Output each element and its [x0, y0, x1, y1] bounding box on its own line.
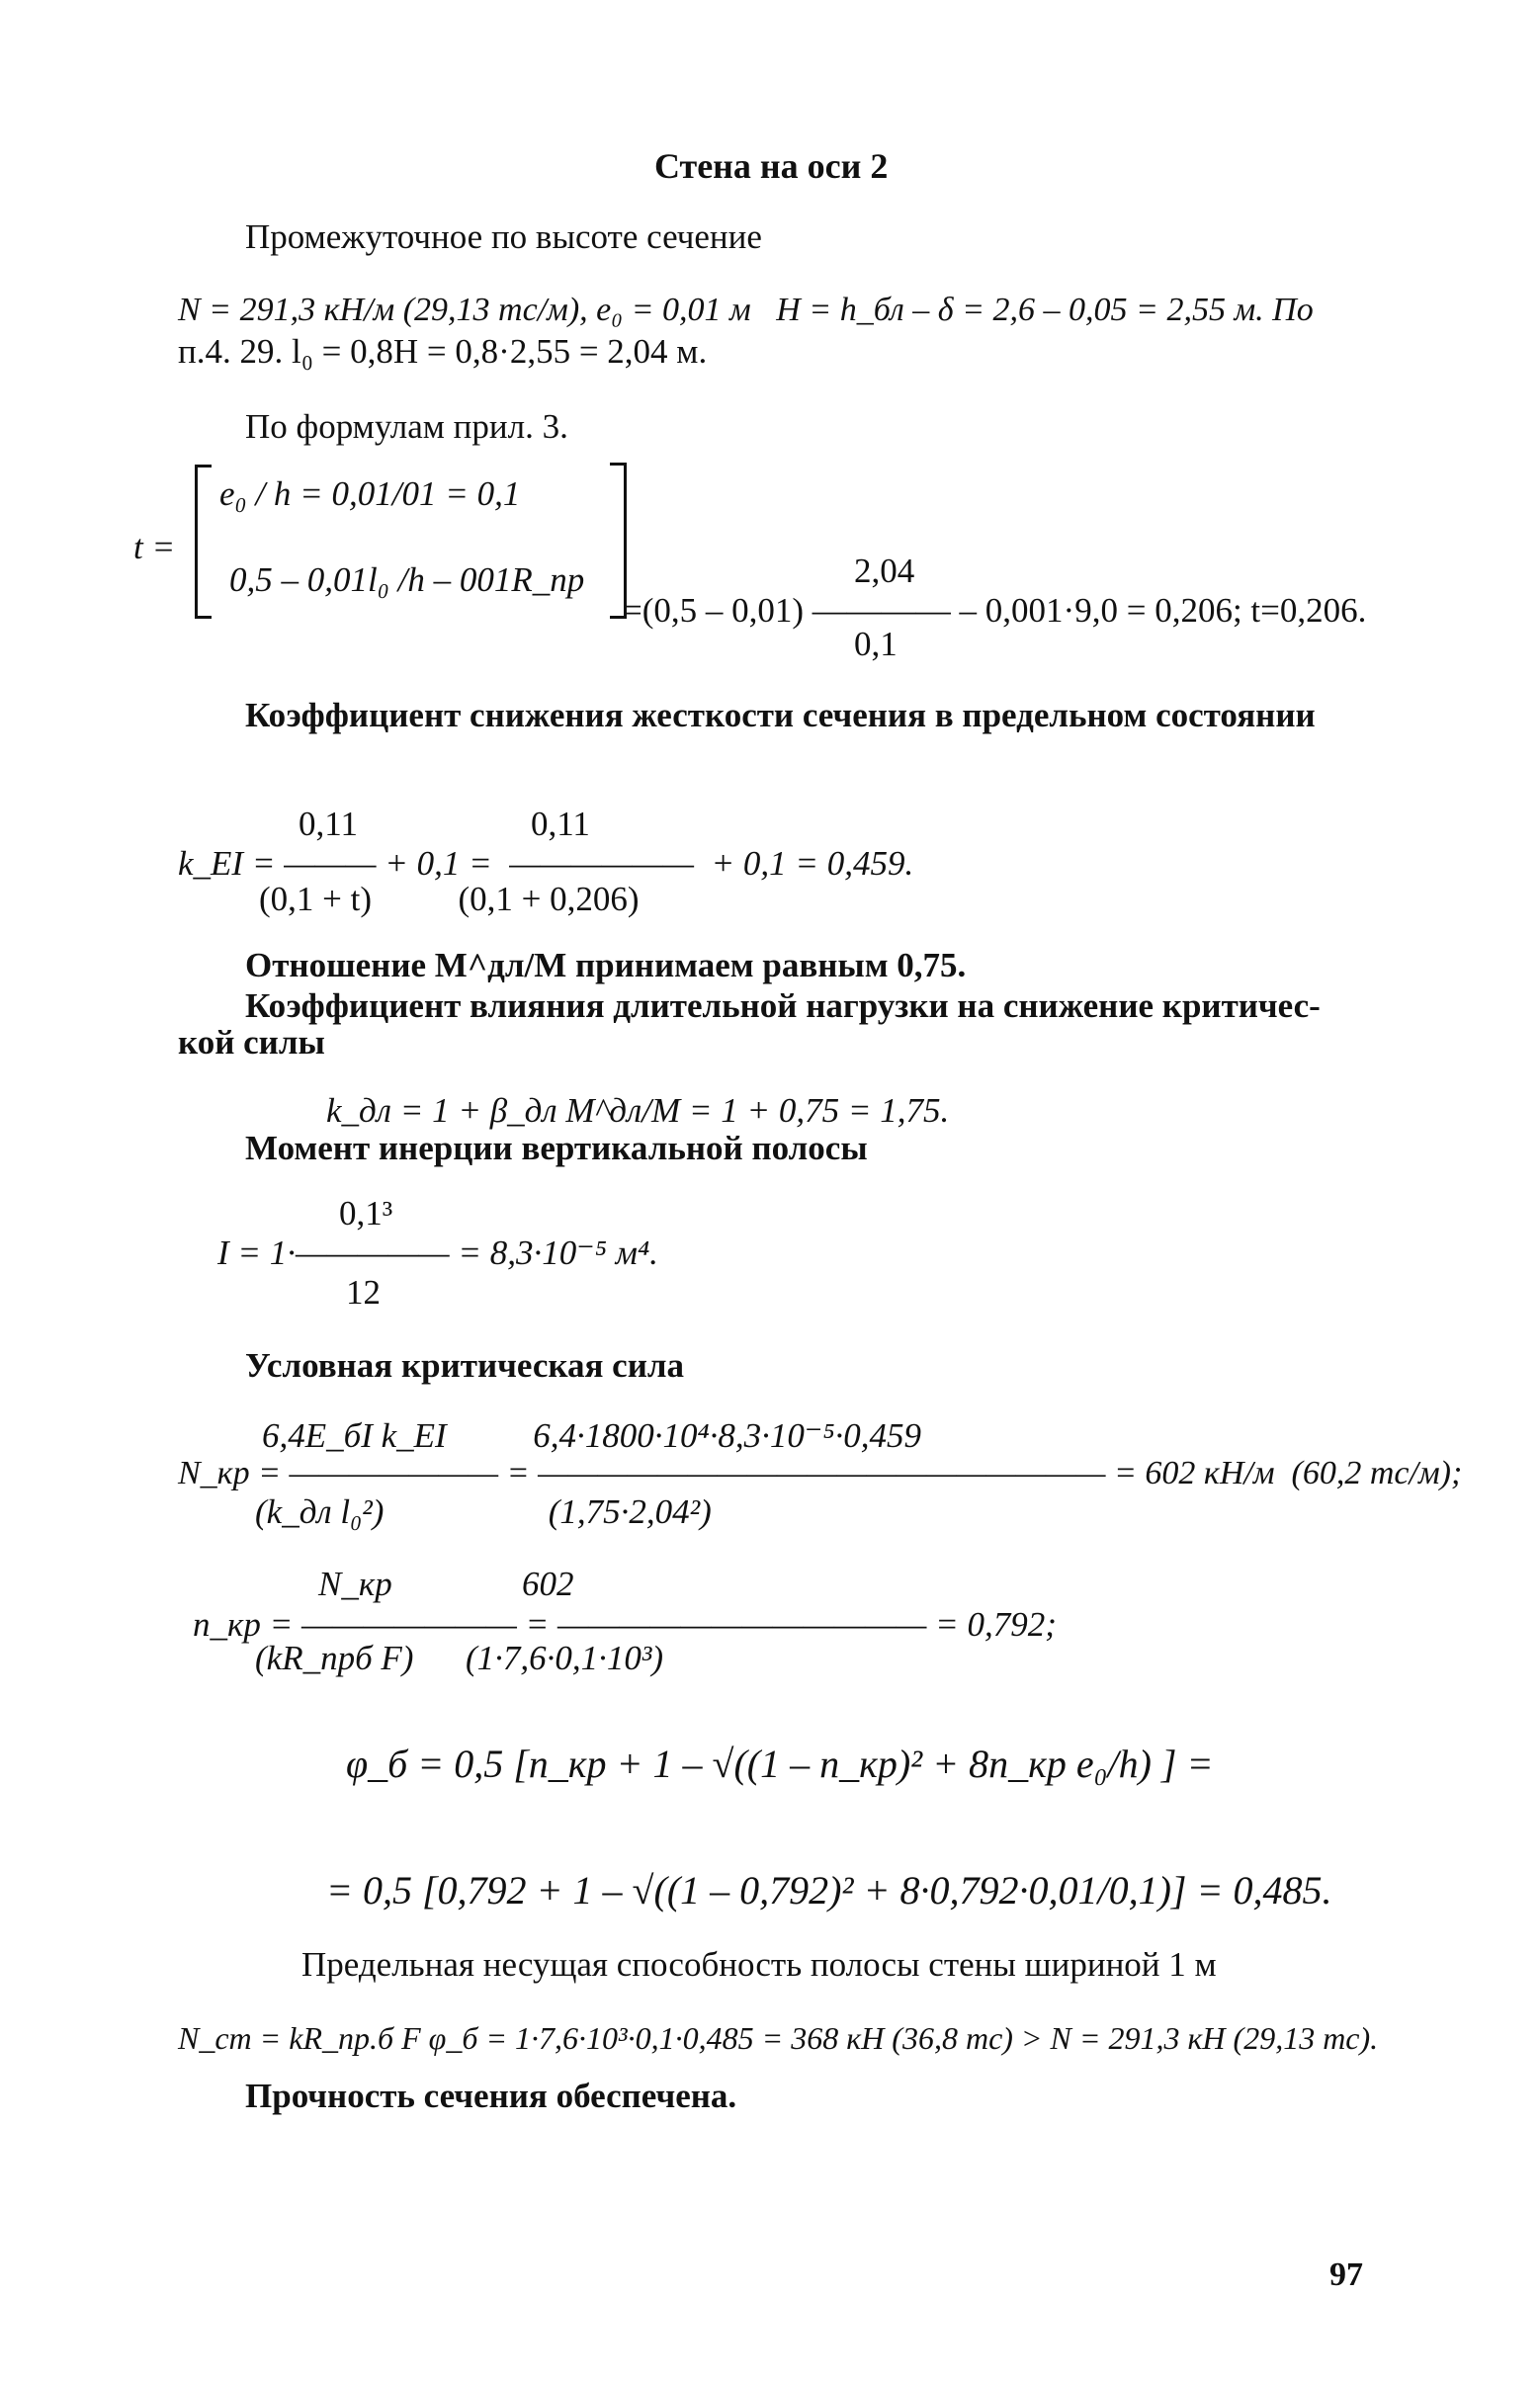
formula-line: N_ст = kR_пр.б F φ_б = 1·7,6·10³·0,1·0,485 = 368 кН (36,8 тс) > N = 291,3 кН (29,13 тс).	[178, 2020, 1379, 2056]
formula-line: N_кр = ——————— = ——————————————————— = 602 кН/м (60,2 тс/м);	[178, 1455, 1463, 1491]
text-line: Предельная несущая способность полосы стены шириной 1 м	[301, 1945, 1217, 1984]
text-line: п.4. 29. l₀ = 0,8H = 0,8·2,55 = 2,04 м.	[178, 332, 708, 371]
formula-line: t =	[133, 528, 176, 566]
text-line: Прочность сечения обеспечена.	[245, 2077, 737, 2115]
text-line: Коэффициент снижения жесткости сечения в предельном состоянии	[245, 696, 1316, 734]
text-line: Коэффициент влияния длительной нагрузки на снижение критичес-	[245, 986, 1321, 1025]
formula-line: 0,1	[854, 625, 898, 663]
page-number: 97	[1329, 2256, 1363, 2293]
formula-line: 2,04	[854, 552, 915, 590]
formula-line: =(0,5 – 0,01) ———— – 0,001·9,0 = 0,206; t=0,206.	[623, 591, 1367, 630]
text-line: Момент инерции вертикальной полосы	[245, 1129, 868, 1167]
formula-line: k_EI = ——— + 0,1 = —————— + 0,1 = 0,459.	[178, 844, 914, 883]
formula-line: N = 291,3 кН/м (29,13 тс/м), e₀ = 0,01 м H = h_бл – δ = 2,6 – 0,05 = 2,55 м. По	[178, 292, 1314, 328]
text-line: По формулам прил. 3.	[245, 407, 568, 446]
text-line: Условная критическая сила	[245, 1346, 685, 1385]
text-line: Отношение M^дл/M принимаем равным 0,75.	[245, 946, 967, 984]
formula-line: (0,1 + t) (0,1 + 0,206)	[259, 880, 640, 918]
left-brace	[195, 465, 212, 619]
formula-line: = 0,5 [0,792 + 1 – √((1 – 0,792)² + 8·0,792·0,01/0,1)] = 0,485.	[326, 1868, 1332, 1913]
formula-line: n_кр = ——————— = ———————————— = 0,792;	[193, 1605, 1057, 1644]
formula-line: 12	[346, 1273, 381, 1312]
text-line: Промежуточное по высоте сечение	[245, 217, 762, 256]
formula-line: 0,11 0,11	[299, 805, 590, 843]
text-line: кой силы	[178, 1023, 325, 1062]
formula-line: N_кр 602	[318, 1565, 574, 1603]
formula-line: φ_б = 0,5 [n_кр + 1 – √((1 – n_кр)² + 8n_кр e₀/h) ] =	[346, 1742, 1214, 1786]
formula-line: 6,4E_бI k_EI 6,4·1800·10⁴·8,3·10⁻⁵·0,459	[262, 1416, 922, 1455]
formula-line: e₀ / h = 0,01/01 = 0,1	[219, 474, 521, 513]
page-heading: Стена на оси 2	[654, 146, 889, 186]
formula-line: k_дл = 1 + β_дл M^дл/M = 1 + 0,75 = 1,75.	[326, 1091, 950, 1130]
formula-line: 0,1³	[339, 1194, 393, 1233]
formula-line: 0,5 – 0,01l₀ /h – 001R_пр	[229, 560, 585, 599]
formula-line: I = 1·————— = 8,3·10⁻⁵ м⁴.	[217, 1233, 658, 1272]
formula-line: (k_дл l₀²) (1,75·2,04²)	[255, 1492, 712, 1531]
formula-line: (kR_прб F) (1·7,6·0,1·10³)	[255, 1639, 664, 1677]
